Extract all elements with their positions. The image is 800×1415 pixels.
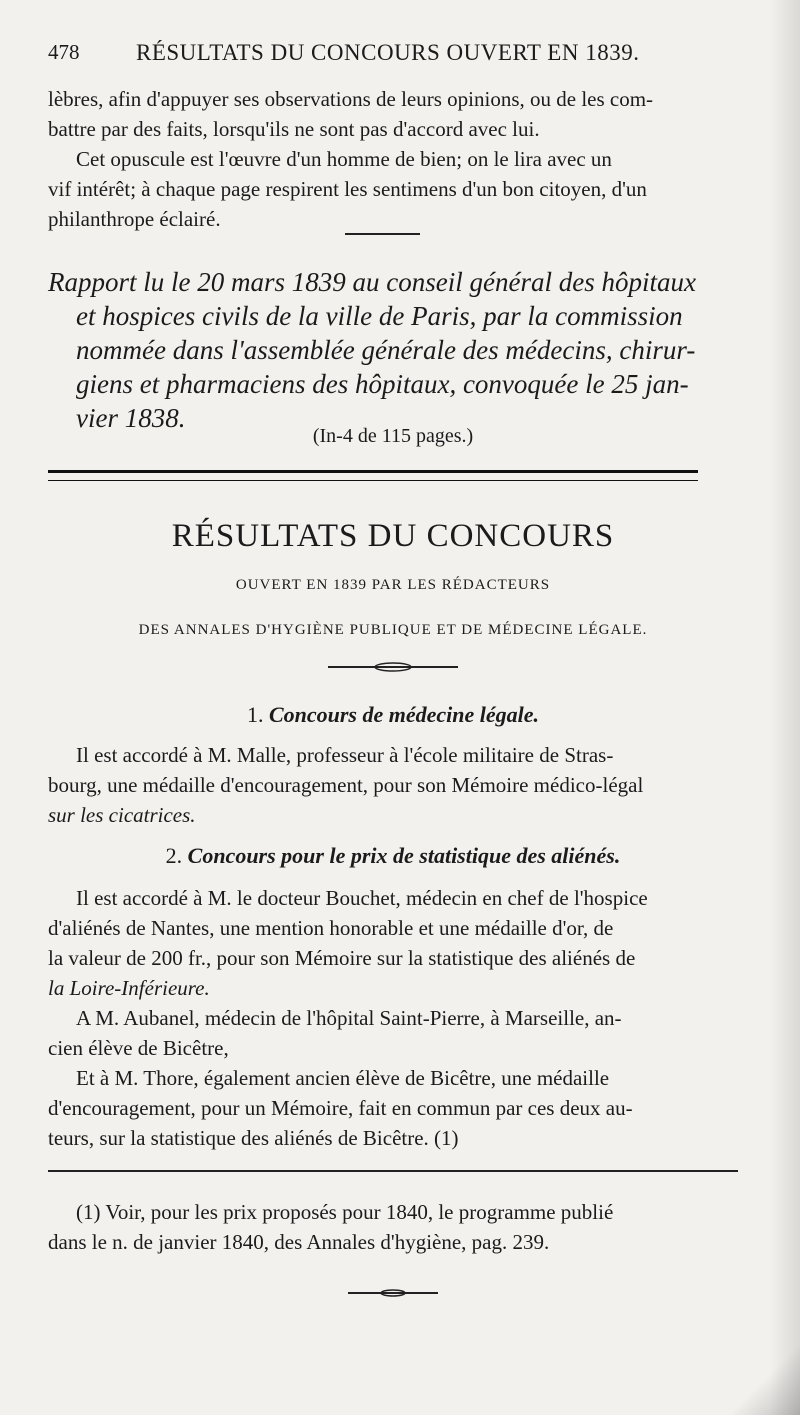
results-subtitle-1: OUVERT EN 1839 PAR LES RÉDACTEURS [235,577,551,593]
report-title-line: et hospices civils de la ville de Paris, par la commission [76,301,683,331]
report-format: (In-4 de 115 pages.) [312,425,474,447]
section-1-heading [48,702,738,728]
text-line: lèbres, afin d'appuyer ses observations de leurs opinions, ou de les com- [48,87,654,111]
page-number: 478 [48,40,80,64]
report-title-line: Rapport lu le 20 mars 1839 au conseil général des hôpitaux [48,267,696,297]
text-line: la Loire-Inférieure. [48,976,210,1000]
text-line: Et à M. Thore, également ancien élève de Bicêtre, une médaille [76,1066,610,1090]
report-title-line: nommée dans l'assemblée générale des médecins, chirur- [76,335,696,365]
section-2-paragraph-2 [48,1003,738,1063]
running-title: RÉSULTATS DU CONCOURS OUVERT EN 1839. [136,40,640,65]
text-line: cien élève de Bicêtre, [48,1036,229,1060]
section-1-title: Concours de médecine légale. [268,702,540,727]
results-subtitle-2: DES ANNALES D'HYGIÈNE PUBLIQUE ET DE MÉDECINE LÉGALE. [138,622,648,638]
text-line: Il est accordé à M. Malle, professeur à l'école militaire de Stras- [76,743,614,767]
report-title-line: vier 1838. [76,403,186,433]
ornament-divider [48,661,738,673]
end-ornament [48,1288,738,1298]
section-1-number: 1. [246,702,264,727]
text-line: vif intérêt; à chaque page respirent les sentimens d'un bon citoyen, d'un [48,177,647,201]
text-line: philanthrope éclairé. [48,207,221,231]
text-line: d'aliénés de Nantes, une mention honorable et une médaille d'or, de [48,916,614,940]
text-line: A M. Aubanel, médecin de l'hôpital Saint-Pierre, à Marseille, an- [76,1006,622,1030]
text-line: sur les cicatrices. [48,803,196,827]
double-rule [48,470,698,481]
text-line: d'encouragement, pour un Mémoire, fait en commun par ces deux au- [48,1096,633,1120]
section-2-title: Concours pour le prix de statistique des aliénés. [187,843,621,868]
text-line: la valeur de 200 fr., pour son Mémoire sur la statistique des aliénés de [48,946,636,970]
text-line: Il est accordé à M. le docteur Bouchet, médecin en chef de l'hospice [76,886,648,910]
text-line: Cet opuscule est l'œuvre d'un homme de bien; on le lira avec un [76,147,612,171]
text-line: (1) Voir, pour les prix proposés pour 1840, le programme publié [76,1200,614,1224]
text-line: battre par des faits, lorsqu'ils ne sont pas d'accord avec lui. [48,117,540,141]
section-1-body [48,740,738,830]
page-edge-shadow [770,0,800,1415]
section-divider [345,233,420,235]
intro-paragraph-1 [48,84,738,144]
results-title: RÉSULTATS DU CONCOURS [171,518,615,554]
text-line: teurs, sur la statistique des aliénés de Bicêtre. (1) [48,1126,459,1150]
footnote [48,1197,738,1257]
intro-paragraph-2 [48,144,738,234]
text-line: bourg, une médaille d'encouragement, pour son Mémoire médico-légal [48,773,644,797]
section-2-heading [48,843,738,869]
section-2-number: 2. [165,843,183,868]
footnote-rule [48,1170,738,1172]
page-corner-fold [730,1325,800,1415]
section-2-paragraph-1 [48,883,738,1003]
report-title [48,265,718,435]
report-title-line: giens et pharmaciens des hôpitaux, convoquée le 25 jan- [76,369,689,399]
section-2-paragraph-3 [48,1063,738,1153]
text-line: dans le n. de janvier 1840, des Annales d'hygiène, pag. 239. [48,1230,550,1254]
